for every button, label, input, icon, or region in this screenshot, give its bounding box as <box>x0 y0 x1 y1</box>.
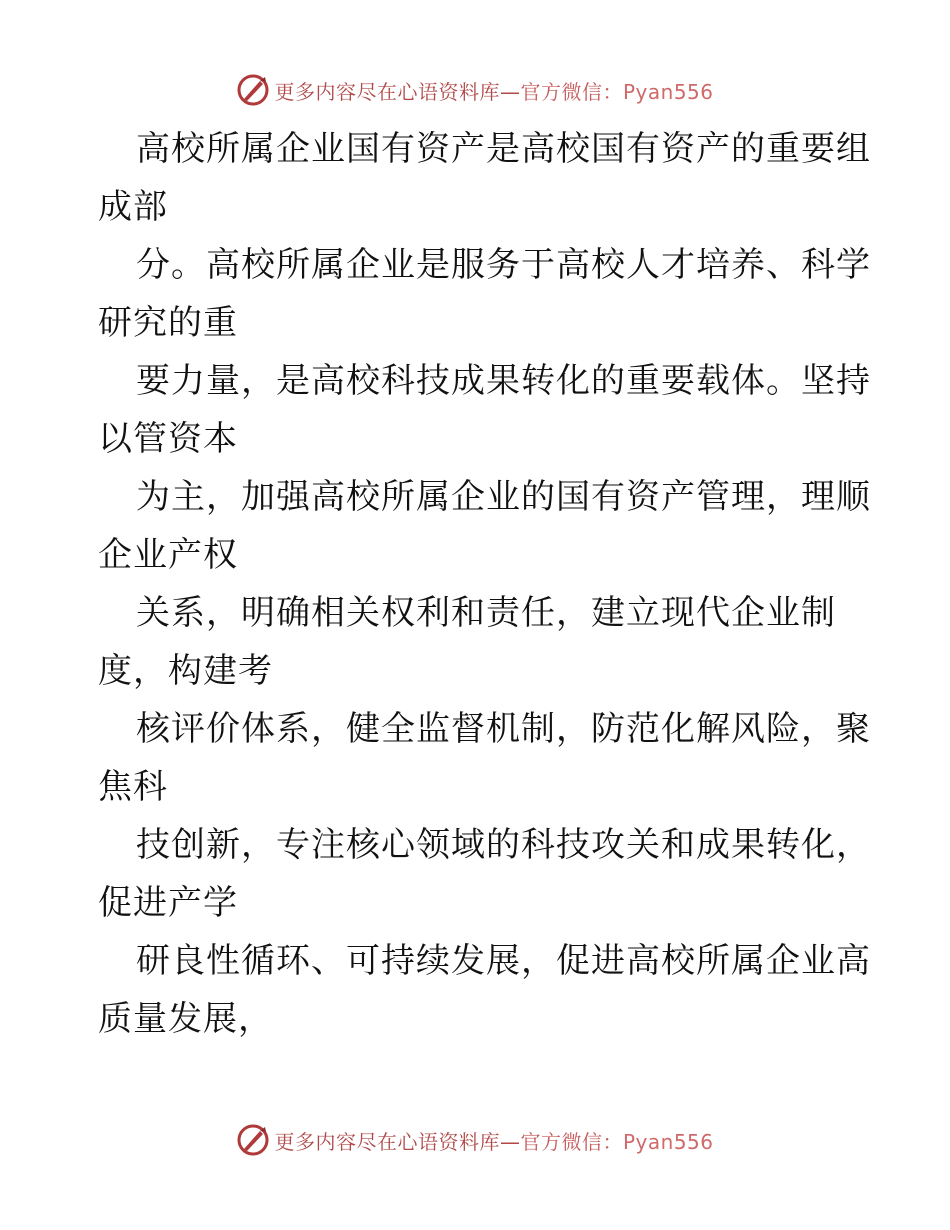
banner-slogan: 更多内容尽在心语资料库— <box>274 79 521 104</box>
banner-wechat-label: 官方微信： <box>520 79 623 104</box>
body-line: 质量发展， <box>98 999 273 1039</box>
body-line: 技创新，专注核心领域的科技攻关和成果转化， <box>136 825 871 865</box>
body-line: 企业产权 <box>98 535 238 575</box>
body-line: 分。高校所属企业是服务于高校人才培养、科学 <box>136 245 871 285</box>
body-line: 以管资本 <box>98 419 238 459</box>
footer-banner <box>0 1120 950 1160</box>
quill-pen-logo-icon <box>236 73 270 107</box>
body-line: 研究的重 <box>98 303 238 343</box>
body-line: 为主，加强高校所属企业的国有资产管理，理顺 <box>136 477 871 517</box>
banner-text <box>274 1126 713 1155</box>
body-line: 研良性循环、可持续发展，促进高校所属企业高 <box>136 941 871 981</box>
body-line: 关系，明确相关权利和责任，建立现代企业制 <box>136 593 836 633</box>
document-body <box>98 120 871 1048</box>
banner-slogan: 更多内容尽在心语资料库— <box>274 1129 521 1154</box>
banner-wechat-id: Pyan556 <box>622 1129 714 1154</box>
body-line: 高校所属企业国有资产是高校国有资产的重要组 <box>136 129 871 169</box>
body-line: 焦科 <box>98 767 168 807</box>
banner-text <box>274 76 713 105</box>
body-line: 度，构建考 <box>98 651 273 691</box>
header-banner <box>0 70 950 110</box>
body-line: 成部 <box>98 187 168 227</box>
body-line: 核评价体系，健全监督机制，防范化解风险，聚 <box>136 709 871 749</box>
body-line: 促进产学 <box>98 883 238 923</box>
body-line: 要力量，是高校科技成果转化的重要载体。坚持 <box>136 361 871 401</box>
quill-pen-logo-icon <box>236 1123 270 1157</box>
banner-wechat-id: Pyan556 <box>622 79 714 104</box>
banner-wechat-label: 官方微信： <box>520 1129 623 1154</box>
